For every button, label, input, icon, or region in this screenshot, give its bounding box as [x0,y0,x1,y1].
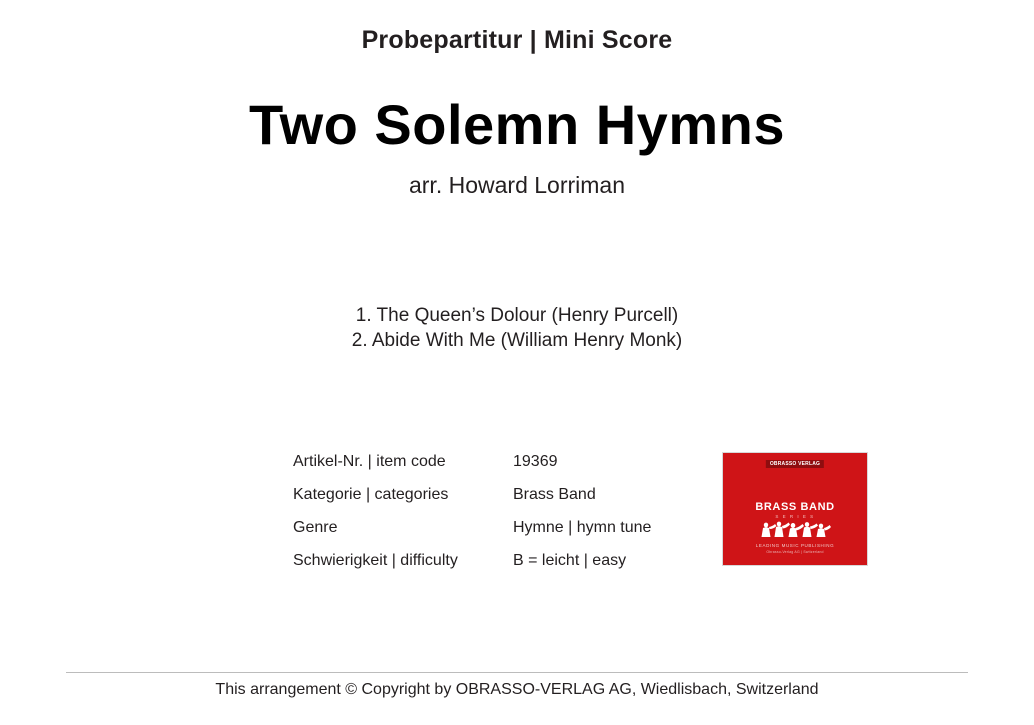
copyright-notice: This arrangement © Copyright by OBRASSO-VERLAG AG, Wiedlisbach, Switzerland [215,681,819,698]
metadata-table [293,452,713,584]
cover-series-title: BRASS BAND [755,501,835,513]
meta-label-item-code: Artikel-Nr. | item code [293,453,446,470]
table-row [293,485,713,505]
meta-value-categories: Brass Band [513,486,596,503]
meta-label-genre: Genre [293,519,338,536]
table-row [293,551,713,571]
list-item: 1. The Queen’s Dolour (Henry Purcell) [355,305,679,326]
movement-list [0,303,1034,353]
brass-players-silhouette-icon [758,519,832,541]
meta-value-genre: Hymne | hymn tune [513,519,652,536]
cover-series-subtitle: S E R I E S [775,514,815,519]
table-row [293,452,713,472]
series-cover-thumbnail [722,452,868,566]
meta-value-difficulty: B = leicht | easy [513,552,627,569]
page-title: Two Solemn Hymns [249,93,785,156]
cover-footer-line2: Obrasso-Verlag AG | Switzerland [766,550,824,554]
publisher-logo: OBRASSO VERLAG [766,460,824,468]
list-item: 2. Abide With Me (William Henry Monk) [351,330,683,351]
cover-footer [756,543,834,555]
cover-footer-line1: LEADING MUSIC PUBLISHING [755,543,835,548]
table-row [293,518,713,538]
score-type-kicker: Probepartitur | Mini Score [361,26,673,54]
meta-value-item-code: 19369 [513,453,558,470]
footer-divider [66,672,968,673]
meta-label-categories: Kategorie | categories [293,486,449,503]
arranger-credit: arr. Howard Lorriman [408,172,626,198]
meta-label-difficulty: Schwierigkeit | difficulty [293,552,458,569]
